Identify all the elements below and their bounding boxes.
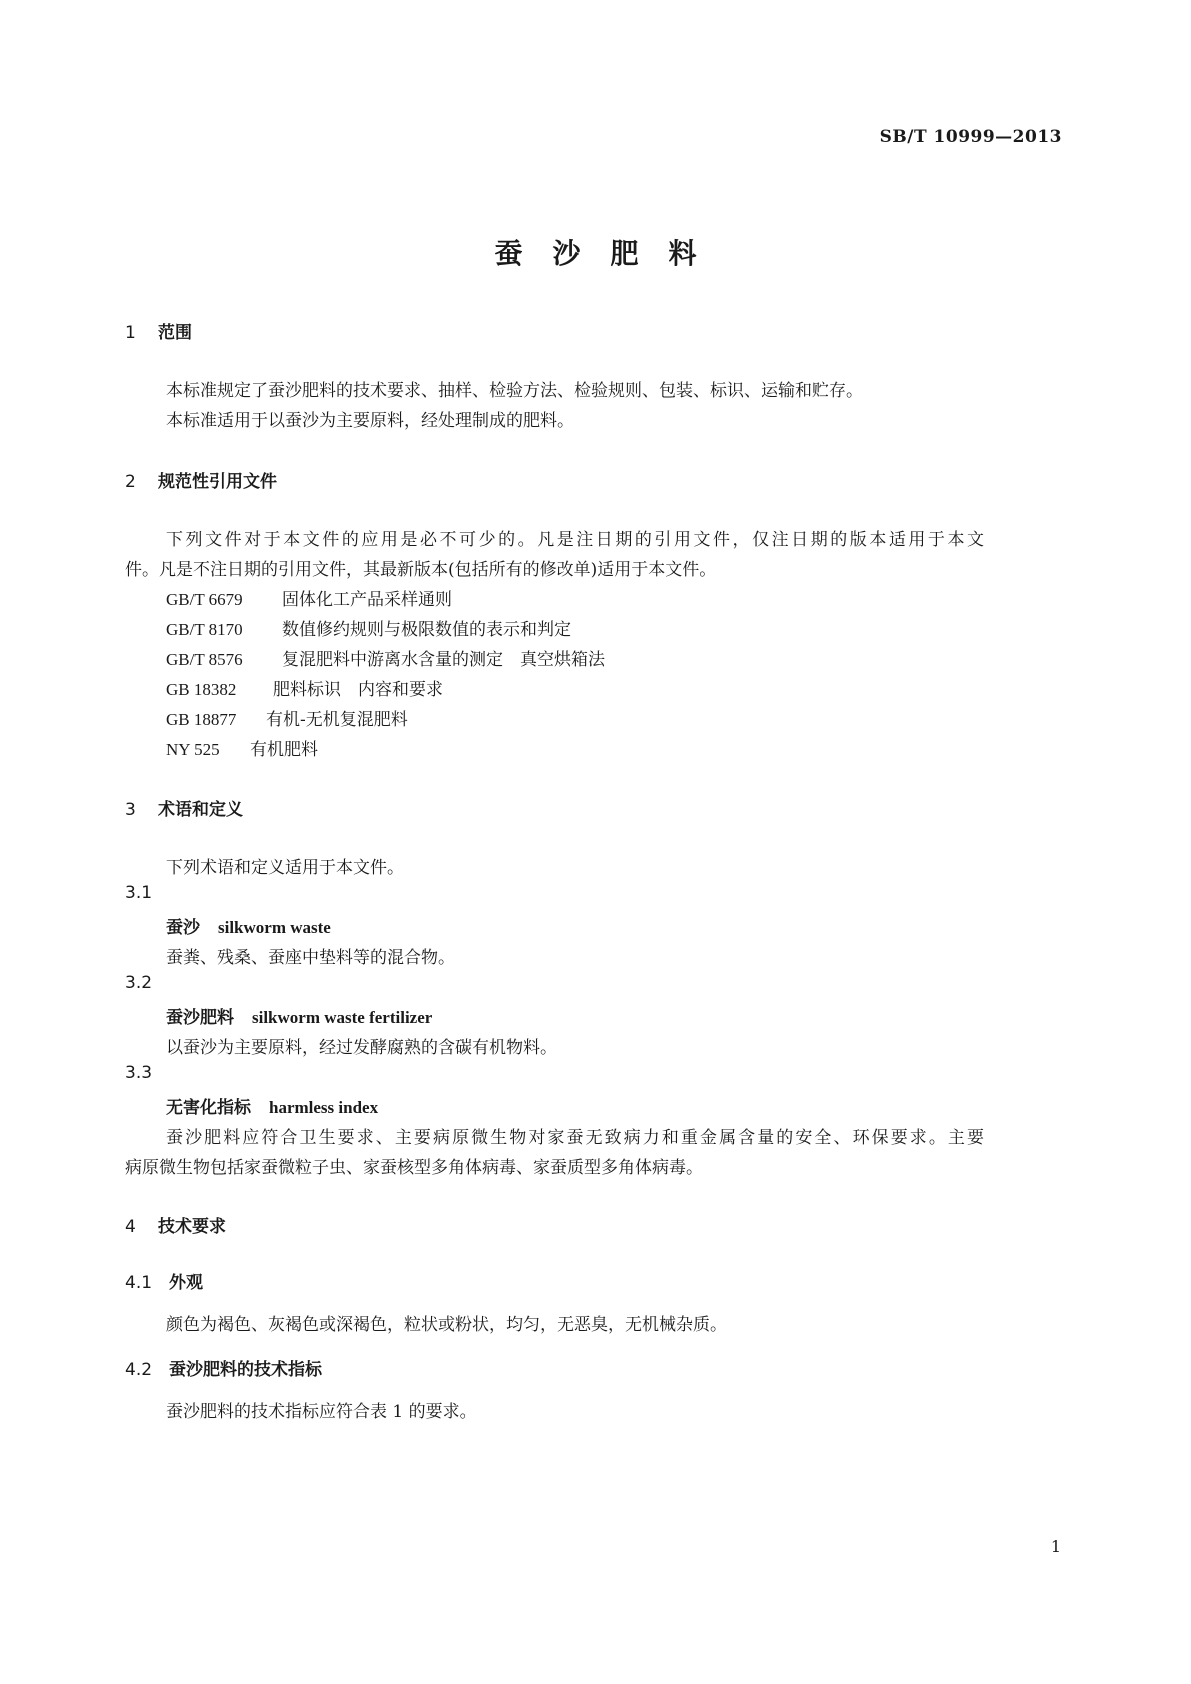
term-zh: 无害化指标 — [166, 1098, 251, 1118]
reference-title: 复混肥料中游离水含量的测定 真空烘箱法 — [282, 650, 605, 670]
term-entry — [166, 1003, 432, 1028]
reference-item — [166, 585, 452, 610]
term-entry — [166, 913, 331, 938]
reference-code: GB/T 8170 — [166, 620, 243, 639]
reference-item — [166, 735, 318, 760]
term-zh: 蚕沙 — [166, 918, 200, 938]
reference-code: NY 525 — [166, 740, 220, 759]
page-number: 1 — [1050, 1537, 1061, 1556]
term-number: 3.3 — [125, 1063, 153, 1083]
section-title: 规范性引用文件 — [158, 472, 277, 492]
term-entry — [166, 1093, 378, 1118]
section-title: 技术要求 — [158, 1217, 226, 1237]
scope-paragraph-2: 本标准适用于以蚕沙为主要原料，经处理制成的肥料。 — [166, 411, 574, 431]
section-number: 2 — [125, 472, 136, 492]
reference-title: 肥料标识 内容和要求 — [273, 680, 443, 700]
section-title: 蚕沙肥料的技术指标 — [169, 1360, 322, 1380]
scope-paragraph-1: 本标准规定了蚕沙肥料的技术要求、抽样、检验方法、检验规则、包装、标识、运输和贮存。 — [166, 381, 863, 401]
term-number: 3.2 — [125, 973, 153, 993]
section-heading-technical-requirements — [125, 1212, 226, 1237]
reference-item — [166, 675, 443, 700]
reference-item — [166, 645, 605, 670]
subsection-heading-technical-index — [125, 1355, 322, 1380]
term-number: 3.1 — [125, 883, 153, 903]
references-intro-line-2: 件。凡是不注日期的引用文件，其最新版本(包括所有的修改单)适用于本文件。 — [125, 560, 717, 580]
section-number: 4 — [125, 1217, 136, 1237]
term-definition-line-2: 病原微生物包括家蚕微粒子虫、家蚕核型多角体病毒、家蚕质型多角体病毒。 — [125, 1158, 703, 1178]
terms-intro: 下列术语和定义适用于本文件。 — [166, 858, 404, 878]
reference-title: 有机-无机复混肥料 — [266, 710, 408, 730]
term-definition-line-1: 蚕沙肥料应符合卫生要求、主要病原微生物对家蚕无致病力和重金属含量的安全、环保要求。主要 — [166, 1128, 984, 1148]
section-number: 4.1 — [125, 1273, 153, 1293]
section-title: 范围 — [158, 323, 192, 343]
reference-item — [166, 615, 571, 640]
section-number: 3 — [125, 800, 136, 820]
reference-code: GB 18382 — [166, 680, 237, 699]
reference-title: 数值修约规则与极限数值的表示和判定 — [282, 620, 571, 640]
term-definition: 以蚕沙为主要原料，经过发酵腐熟的含碳有机物料。 — [166, 1038, 557, 1058]
section-heading-scope — [125, 318, 192, 343]
subsection-heading-appearance — [125, 1268, 203, 1293]
section-title: 术语和定义 — [158, 800, 243, 820]
reference-code: GB 18877 — [166, 710, 237, 729]
section-number: 1 — [125, 323, 136, 343]
term-en: harmless index — [269, 1098, 379, 1117]
references-intro-line-1: 下列文件对于本文件的应用是必不可少的。凡是注日期的引用文件，仅注日期的版本适用于本文 — [166, 530, 984, 550]
section-number: 4.2 — [125, 1360, 153, 1380]
term-en: silkworm waste fertilizer — [252, 1008, 433, 1027]
document-title: 蚕沙肥料 — [494, 237, 727, 270]
reference-item — [166, 705, 408, 730]
reference-title: 有机肥料 — [250, 740, 318, 760]
reference-title: 固体化工产品采样通则 — [282, 590, 452, 610]
appearance-paragraph: 颜色为褐色、灰褐色或深褐色，粒状或粉状，均匀，无恶臭，无机械杂质。 — [166, 1315, 727, 1335]
reference-code: GB/T 6679 — [166, 590, 243, 609]
section-heading-normative-references — [125, 467, 277, 492]
term-en: silkworm waste — [218, 918, 331, 937]
section-title: 外观 — [169, 1273, 203, 1293]
term-zh: 蚕沙肥料 — [166, 1008, 234, 1028]
section-heading-terms — [125, 795, 243, 820]
standard-code: SB/T 10999—2013 — [879, 127, 1062, 147]
term-definition: 蚕粪、残桑、蚕座中垫料等的混合物。 — [166, 948, 455, 968]
reference-code: GB/T 8576 — [166, 650, 243, 669]
technical-index-paragraph: 蚕沙肥料的技术指标应符合表 1 的要求。 — [166, 1402, 477, 1422]
